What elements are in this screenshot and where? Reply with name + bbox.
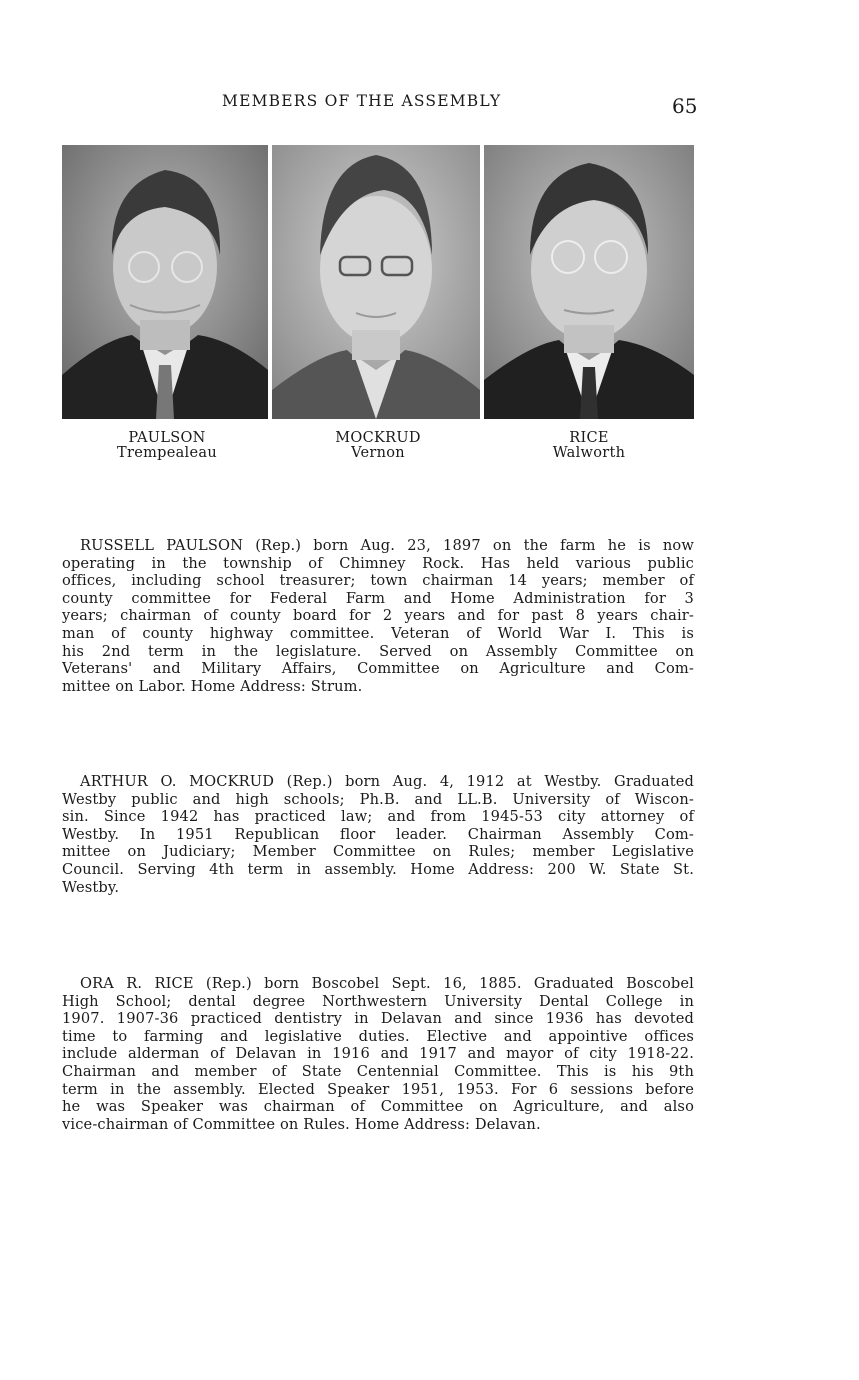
portrait-photo-icon [62,145,268,419]
portrait-photo-icon [272,145,480,419]
bio-line: man of county highway committee. Veteran of World War I. This is [62,624,694,642]
caption-mockrud [273,431,483,461]
bio-line: ORA R. RICE (Rep.) born Boscobel Sept. 16, 1885. Graduated Boscobel [80,975,694,992]
bio-line: ARTHUR O. MOCKRUD (Rep.) born Aug. 4, 1912 at Westby. Graduated [80,773,694,790]
bio-line: Chairman and member of State Centennial Committee. This is his 9th [62,1062,694,1080]
bio-mockrud [62,773,694,896]
member-district: Vernon [351,445,405,461]
member-surname: MOCKRUD [335,430,421,446]
bio-line: Westby. In 1951 Republican floor leader. Chairman Assembly Com- [62,825,694,843]
member-district: Walworth [552,445,626,461]
bio-line: mittee on Labor. Home Address: Strum. [62,677,363,695]
bio-line: offices, including school treasurer; town chairman 14 years; member of [62,572,694,590]
member-surname: RICE [569,430,609,446]
bio-line: Veterans' and Military Affairs, Committee on Agriculture and Com- [62,660,694,678]
portrait-photo-icon [484,145,694,419]
bio-line: sin. Since 1942 has practiced law; and from 1945-53 city attorney of [62,808,694,826]
page-number: 65 [672,94,698,118]
caption-paulson [62,431,272,461]
caption-rice [484,431,694,461]
portrait-rice [484,145,694,419]
portrait-row [62,145,694,419]
bio-line: years; chairman of county board for 2 years and for past 8 years chair- [62,607,694,625]
bio-rice [62,975,694,1133]
bio-line: High School; dental degree Northwestern University Dental College in [62,992,694,1010]
page-header [0,92,859,120]
bio-line: vice-chairman of Committee on Rules. Home Address: Delavan. [62,1115,541,1133]
bio-line: 1907. 1907-36 practiced dentistry in Delavan and since 1936 has devoted [62,1010,694,1028]
bio-line: Westby. [62,878,120,896]
bio-line: operating in the township of Chimney Rock. Has held various public [62,554,694,572]
portrait-paulson [62,145,268,419]
bio-line: county committee for Federal Farm and Home Administration for 3 [62,589,694,607]
bio-paulson [62,537,694,695]
portrait-mockrud [272,145,480,419]
running-title: MEMBERS OF THE ASSEMBLY [222,92,502,110]
member-surname: PAULSON [128,430,206,446]
bio-line: time to farming and legislative duties. Elective and appointive offices [62,1027,694,1045]
bio-line: his 2nd term in the legislature. Served on Assembly Committee on [62,642,694,660]
bio-line: RUSSELL PAULSON (Rep.) born Aug. 23, 1897 on the farm he is now [80,537,694,554]
bio-line: mittee on Judiciary; Member Committee on Rules; member Legislative [62,843,694,861]
bio-line: he was Speaker was chairman of Committee on Agriculture, and also [62,1098,694,1116]
bio-line: Westby public and high schools; Ph.B. and LL.B. University of Wiscon- [62,790,694,808]
bio-line: Council. Serving 4th term in assembly. Home Address: 200 W. State St. [62,860,694,878]
member-district: Trempealeau [117,445,217,461]
bio-line: include alderman of Delavan in 1916 and 1917 and mayor of city 1918-22. [62,1045,694,1063]
bio-line: term in the assembly. Elected Speaker 1951, 1953. For 6 sessions before [62,1080,694,1098]
